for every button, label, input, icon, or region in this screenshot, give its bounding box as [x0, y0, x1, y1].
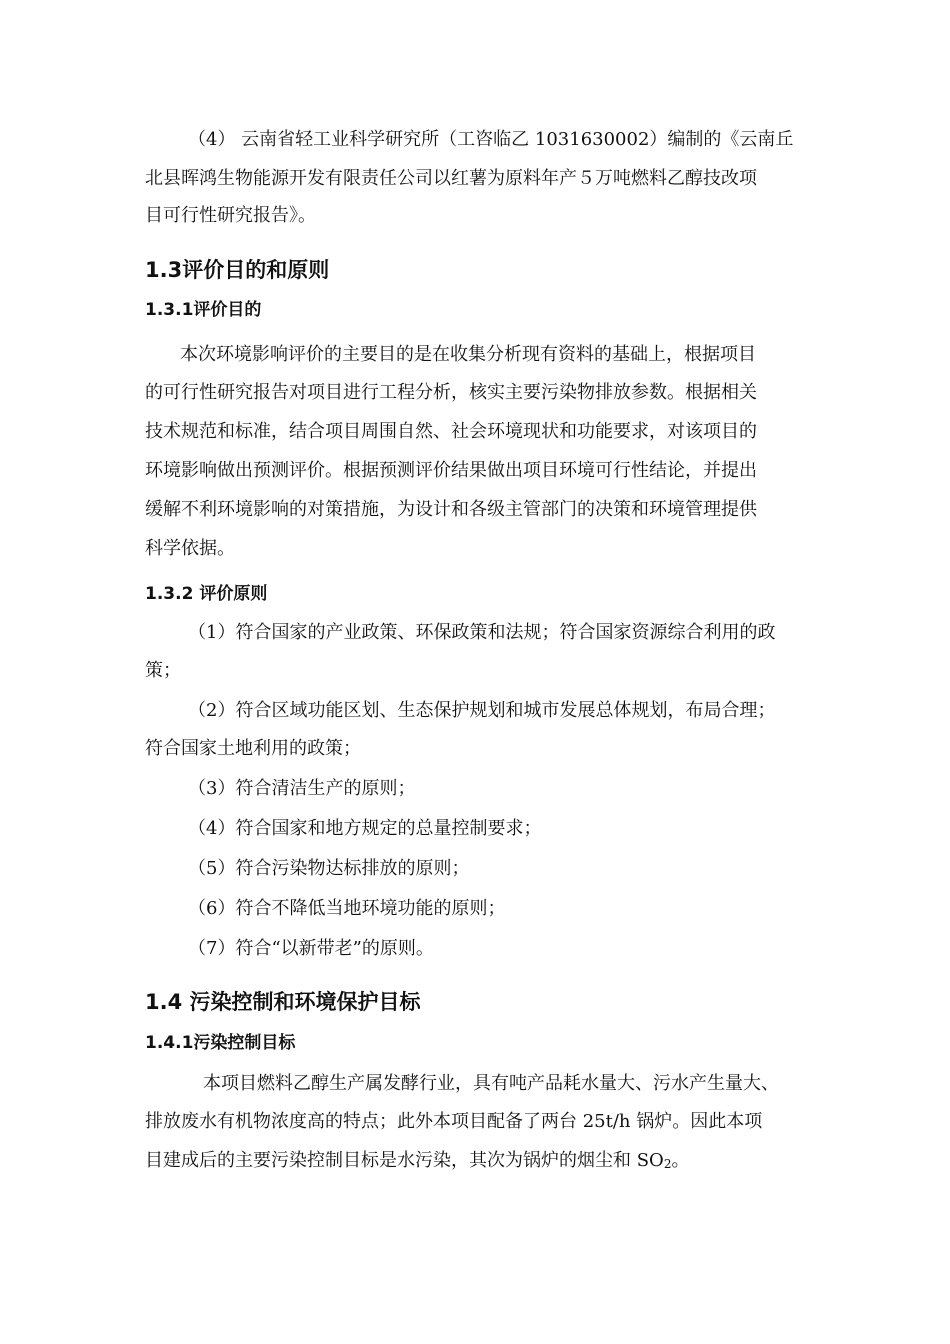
section-heading-1-4-1: 1.4.1污染控制目标 — [145, 1033, 296, 1053]
principle-4: （4）符合国家和地方规定的总量控制要求； — [188, 818, 542, 839]
principle-2-line2: 符合国家土地利用的政策； — [145, 738, 361, 759]
paragraph-line: 环境影响做出预测评价。根据预测评价结果做出项目环境可行性结论，并提出 — [145, 460, 757, 481]
principle-7: （7）符合“以新带老”的原则。 — [188, 938, 434, 959]
reference-item-4-line2: 北县晖鸿生物能源开发有限责任公司以红薯为原料年产５万吨燃料乙醇技改项 — [145, 168, 757, 189]
reference-item-4-line3: 目可行性研究报告》。 — [145, 205, 316, 226]
principle-2-line1: （2）符合区域功能区划、生态保护规划和城市发展总体规划，布局合理； — [188, 700, 776, 721]
paragraph-line: 缓解不利环境影响的对策措施，为设计和各级主管部门的决策和环境管理提供 — [145, 499, 757, 520]
section-heading-1-3: 1.3评价目的和原则 — [145, 258, 330, 282]
principle-3: （3）符合清洁生产的原则； — [188, 778, 416, 799]
paragraph-line: 本项目燃料乙醇生产属发酵行业，具有吨产品耗水量大、污水产生量大、 — [203, 1073, 779, 1094]
paragraph-line: 的可行性研究报告对项目进行工程分析，核实主要污染物排放参数。根据相关 — [145, 382, 757, 403]
subscript-2: 2 — [663, 1157, 672, 1171]
paragraph-text: 目建成后的主要污染控制目标是水污染，其次为锅炉的烟尘和 SO — [145, 1150, 664, 1171]
principle-5: （5）符合污染物达标排放的原则； — [188, 858, 470, 879]
paragraph-end: 。 — [671, 1150, 690, 1171]
principle-1-line2: 策； — [145, 660, 181, 681]
reference-item-4-line1: （4） 云南省轻工业科学研究所（工咨临乙 1031630002）编制的《云南丘 — [188, 129, 794, 150]
paragraph-line: 本次环境影响评价的主要目的是在收集分析现有资料的基础上，根据项目 — [180, 344, 756, 365]
paragraph-line: 排放废水有机物浓度高的特点；此外本项目配备了两台 25t/h 锅炉。因此本项 — [145, 1111, 763, 1132]
section-heading-1-3-2: 1.3.2 评价原则 — [145, 584, 268, 604]
section-heading-1-3-1: 1.3.1评价目的 — [145, 300, 262, 320]
principle-1-line1: （1）符合国家的产业政策、环保政策和法规；符合国家资源综合利用的政 — [188, 622, 776, 643]
principle-6: （6）符合不降低当地环境功能的原则； — [188, 898, 506, 919]
paragraph-line-last — [145, 1142, 805, 1183]
paragraph-line: 技术规范和标准，结合项目周围自然、社会环境现状和功能要求，对该项目的 — [145, 421, 757, 442]
section-heading-1-4: 1.4 污染控制和环境保护目标 — [145, 990, 421, 1014]
paragraph-line: 科学依据。 — [145, 538, 235, 559]
